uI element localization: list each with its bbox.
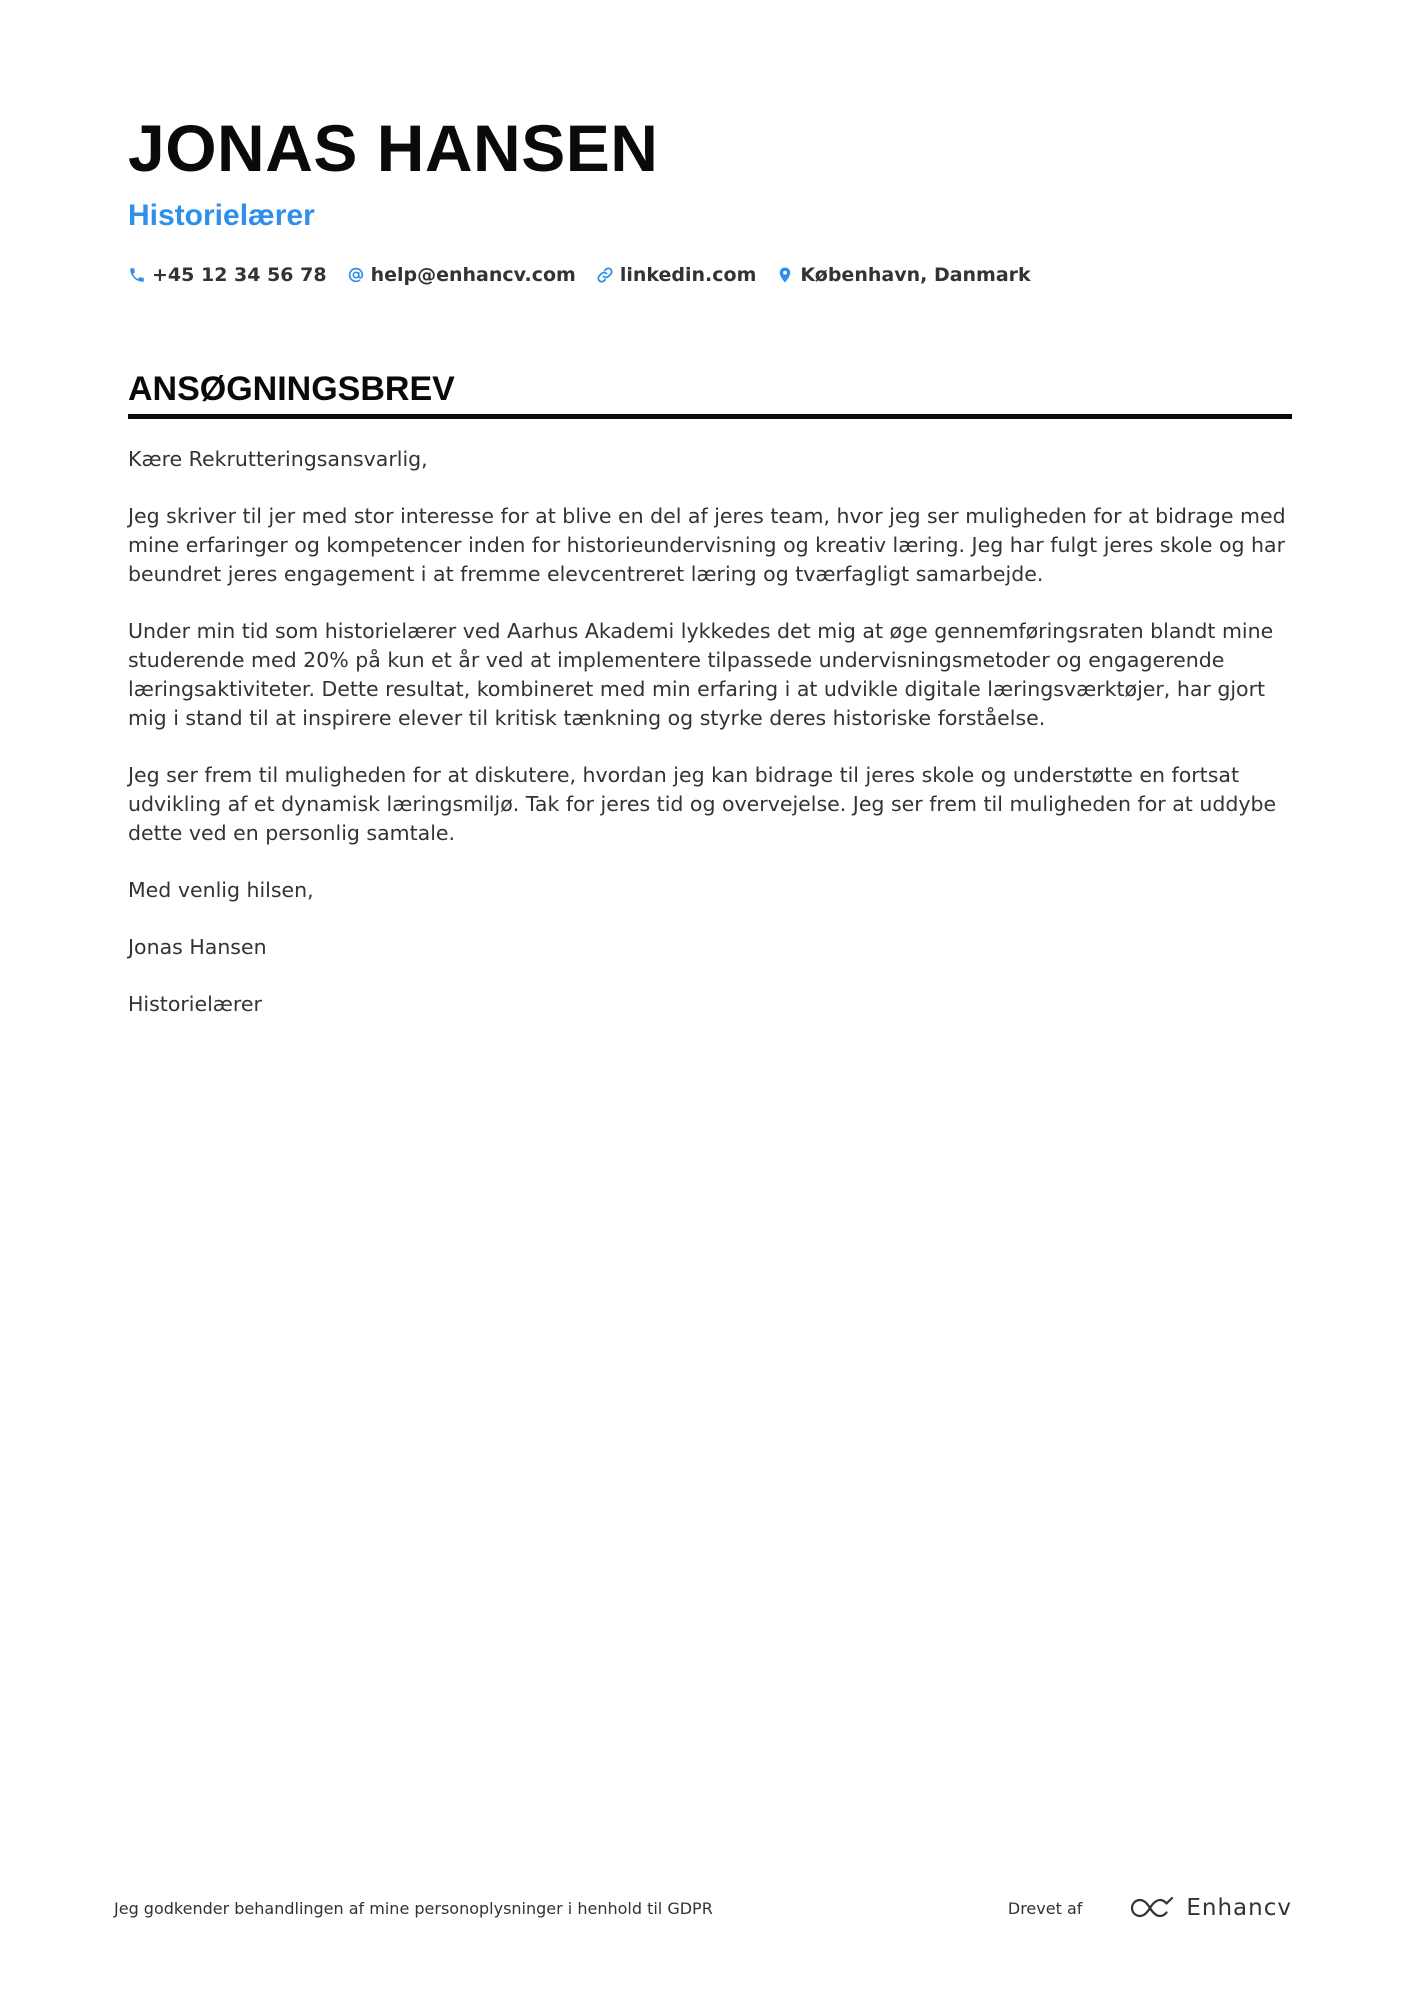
letter-header <box>128 108 1292 286</box>
page-footer <box>114 1888 1292 1928</box>
applicant-name: JONAS HANSEN <box>128 111 659 185</box>
gdpr-consent-text: Jeg godkender behandlingen af mine personoplysninger i henhold til GDPR <box>114 1898 713 1918</box>
powered-by <box>1008 1895 1292 1921</box>
letter-paragraph-1: Jeg skriver til jer med stor interesse for at blive en del af jeres team, hvor jeg ser muligheden for at bidrage med mine erfaringer og kompetencer inden for historieundervisning og kreativ læring. Jeg har fulgt jeres skole og har beundret jeres engagement i at fremme elevcentreret læring og tværfagligt samarbejde. <box>128 504 1286 586</box>
location-text: København, Danmark <box>800 264 1031 286</box>
letter-body <box>128 445 1292 1019</box>
linkedin-text: linkedin.com <box>619 264 757 286</box>
letter-paragraph-2: Under min tid som historielærer ved Aarhus Akademi lykkedes det mig at øge gennemføringsraten blandt mine studerende med 20% på kun et år ved at implementere tilpassede undervisningsmetoder og engagerende læringsaktiviteter. Dette resultat, kombineret med min erfaring i at udvikle digitale læringsværktøjer, har gjort mig i stand til at inspirere elever til kritisk tænkning og styrke deres historiske forståelse. <box>128 619 1274 730</box>
powered-by-label: Drevet af <box>1007 1898 1083 1918</box>
closing: Med venlig hilsen, <box>128 878 314 902</box>
section-heading: ANSØGNINGSBREV <box>128 368 1292 419</box>
contact-linkedin[interactable] <box>596 264 757 286</box>
brand-name: Enhancv <box>1186 1895 1292 1921</box>
at-icon <box>347 266 365 284</box>
brand-logo[interactable] <box>1130 1895 1292 1921</box>
contact-email[interactable] <box>347 264 576 286</box>
letter-section <box>128 368 1292 1047</box>
email-text: help@enhancv.com <box>370 264 576 286</box>
applicant-job-title: Historielærer <box>128 199 315 232</box>
link-icon <box>596 266 614 284</box>
signature-title: Historielærer <box>128 992 262 1016</box>
enhancv-logo-icon <box>1130 1895 1176 1921</box>
salutation: Kære Rekrutteringsansvarlig, <box>128 447 428 471</box>
contact-phone[interactable] <box>128 264 327 286</box>
phone-icon <box>128 266 146 284</box>
contact-info <box>128 264 1292 286</box>
signature-name: Jonas Hansen <box>128 935 267 959</box>
letter-paragraph-3: Jeg ser frem til muligheden for at diskutere, hvordan jeg kan bidrage til jeres skole og understøtte en fortsat udvikling af et dynamisk læringsmiljø. Tak for jeres tid og overvejelse. Jeg ser frem til muligheden for at uddybe dette ved en personlig samtale. <box>128 763 1277 845</box>
location-pin-icon <box>776 266 794 284</box>
contact-location <box>776 264 1030 286</box>
phone-text: +45 12 34 56 78 <box>152 264 327 286</box>
